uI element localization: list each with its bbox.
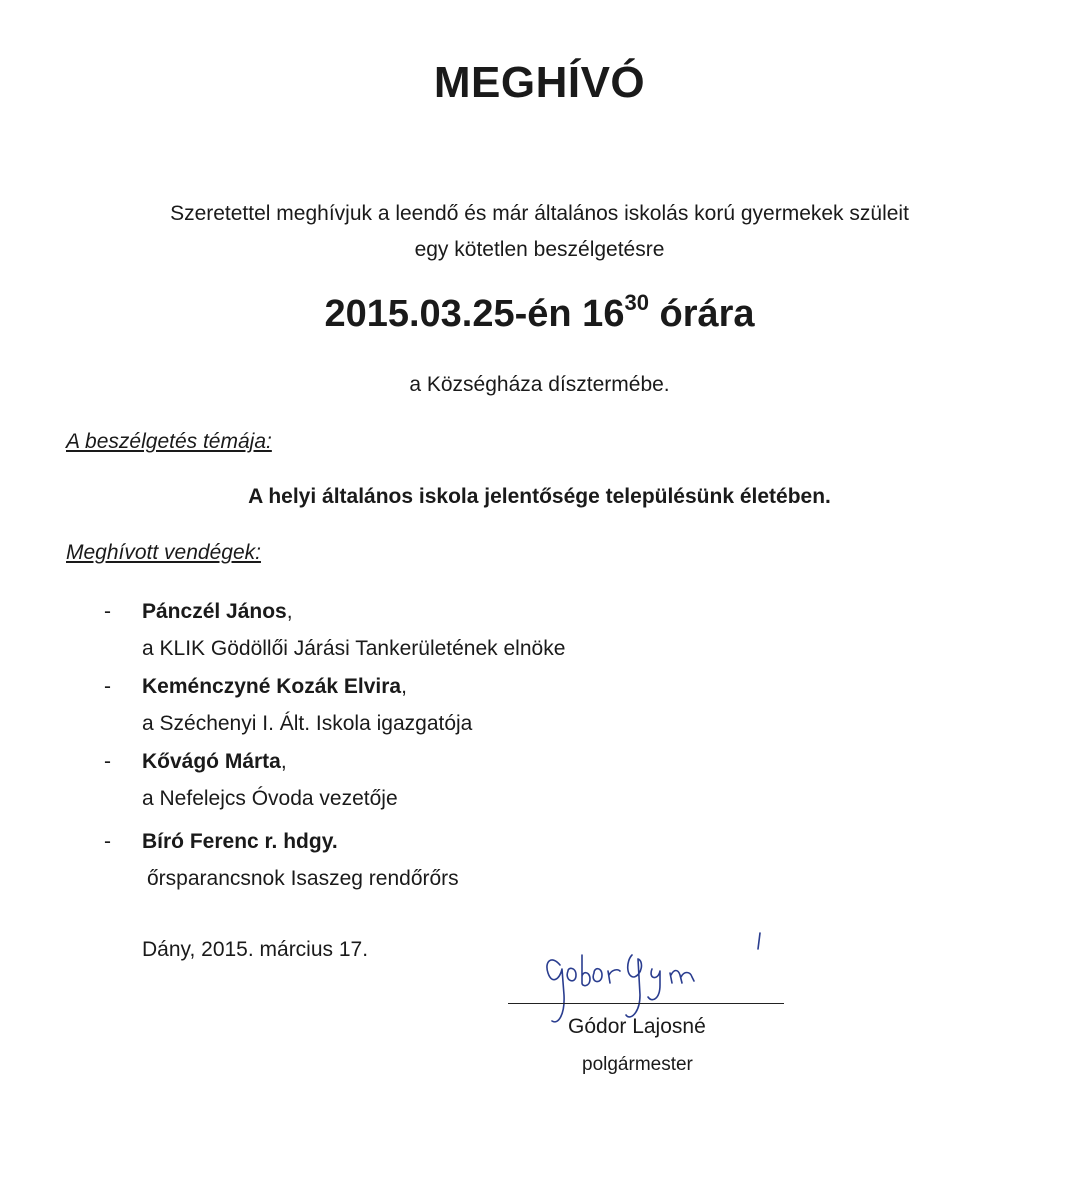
event-time-minutes: 30 [624,290,649,315]
guest-punct: , [280,750,287,773]
list-dash: - [104,830,111,853]
guest-name: Pánczél János [142,600,287,623]
event-date-main: 2015.03.25-én 16 [324,293,625,335]
event-date [0,290,1079,336]
guest-name: Kővágó Márta [142,750,281,773]
guest-role: a Széchenyi I. Ált. Iskola igazgatója [142,712,473,735]
page-title: MEGHÍVÓ [433,58,646,107]
topic-text: A helyi általános iskola jelentősége településünk életében. [248,485,831,508]
guest-role: a KLIK Gödöllői Járási Tankerületének elnöke [142,637,566,660]
guest-name: Keménczyné Kozák Elvira [142,675,402,698]
event-date-suffix: órára [648,293,755,335]
list-dash: - [104,750,111,773]
signer-name: Gódor Lajosné [568,1015,706,1038]
topic-label: A beszélgetés témája: [66,430,272,453]
intro-line-2: egy kötetlen beszélgetésre [414,238,665,261]
guest-role: a Nefelejcs Óvoda vezetője [142,787,398,810]
intro-line-1: Szeretettel meghívjuk a leendő és már általános iskolás korú gyermekek szüleit [170,202,909,225]
guest-role: őrsparancsnok Isaszeg rendőrőrs [147,867,459,890]
event-venue: a Községháza dísztermébe. [409,373,670,396]
guest-name: Bíró Ferenc r. hdgy. [142,830,338,853]
guest-punct: , [286,600,293,623]
guest-punct: , [401,675,407,698]
list-dash: - [104,675,111,698]
signature-line [508,1003,784,1004]
intro-text [0,196,1079,268]
place-and-date: Dány, 2015. március 17. [142,938,369,961]
list-dash: - [104,600,111,623]
signer-title: polgármester [582,1054,693,1075]
guests-label: Meghívott vendégek: [66,541,261,564]
